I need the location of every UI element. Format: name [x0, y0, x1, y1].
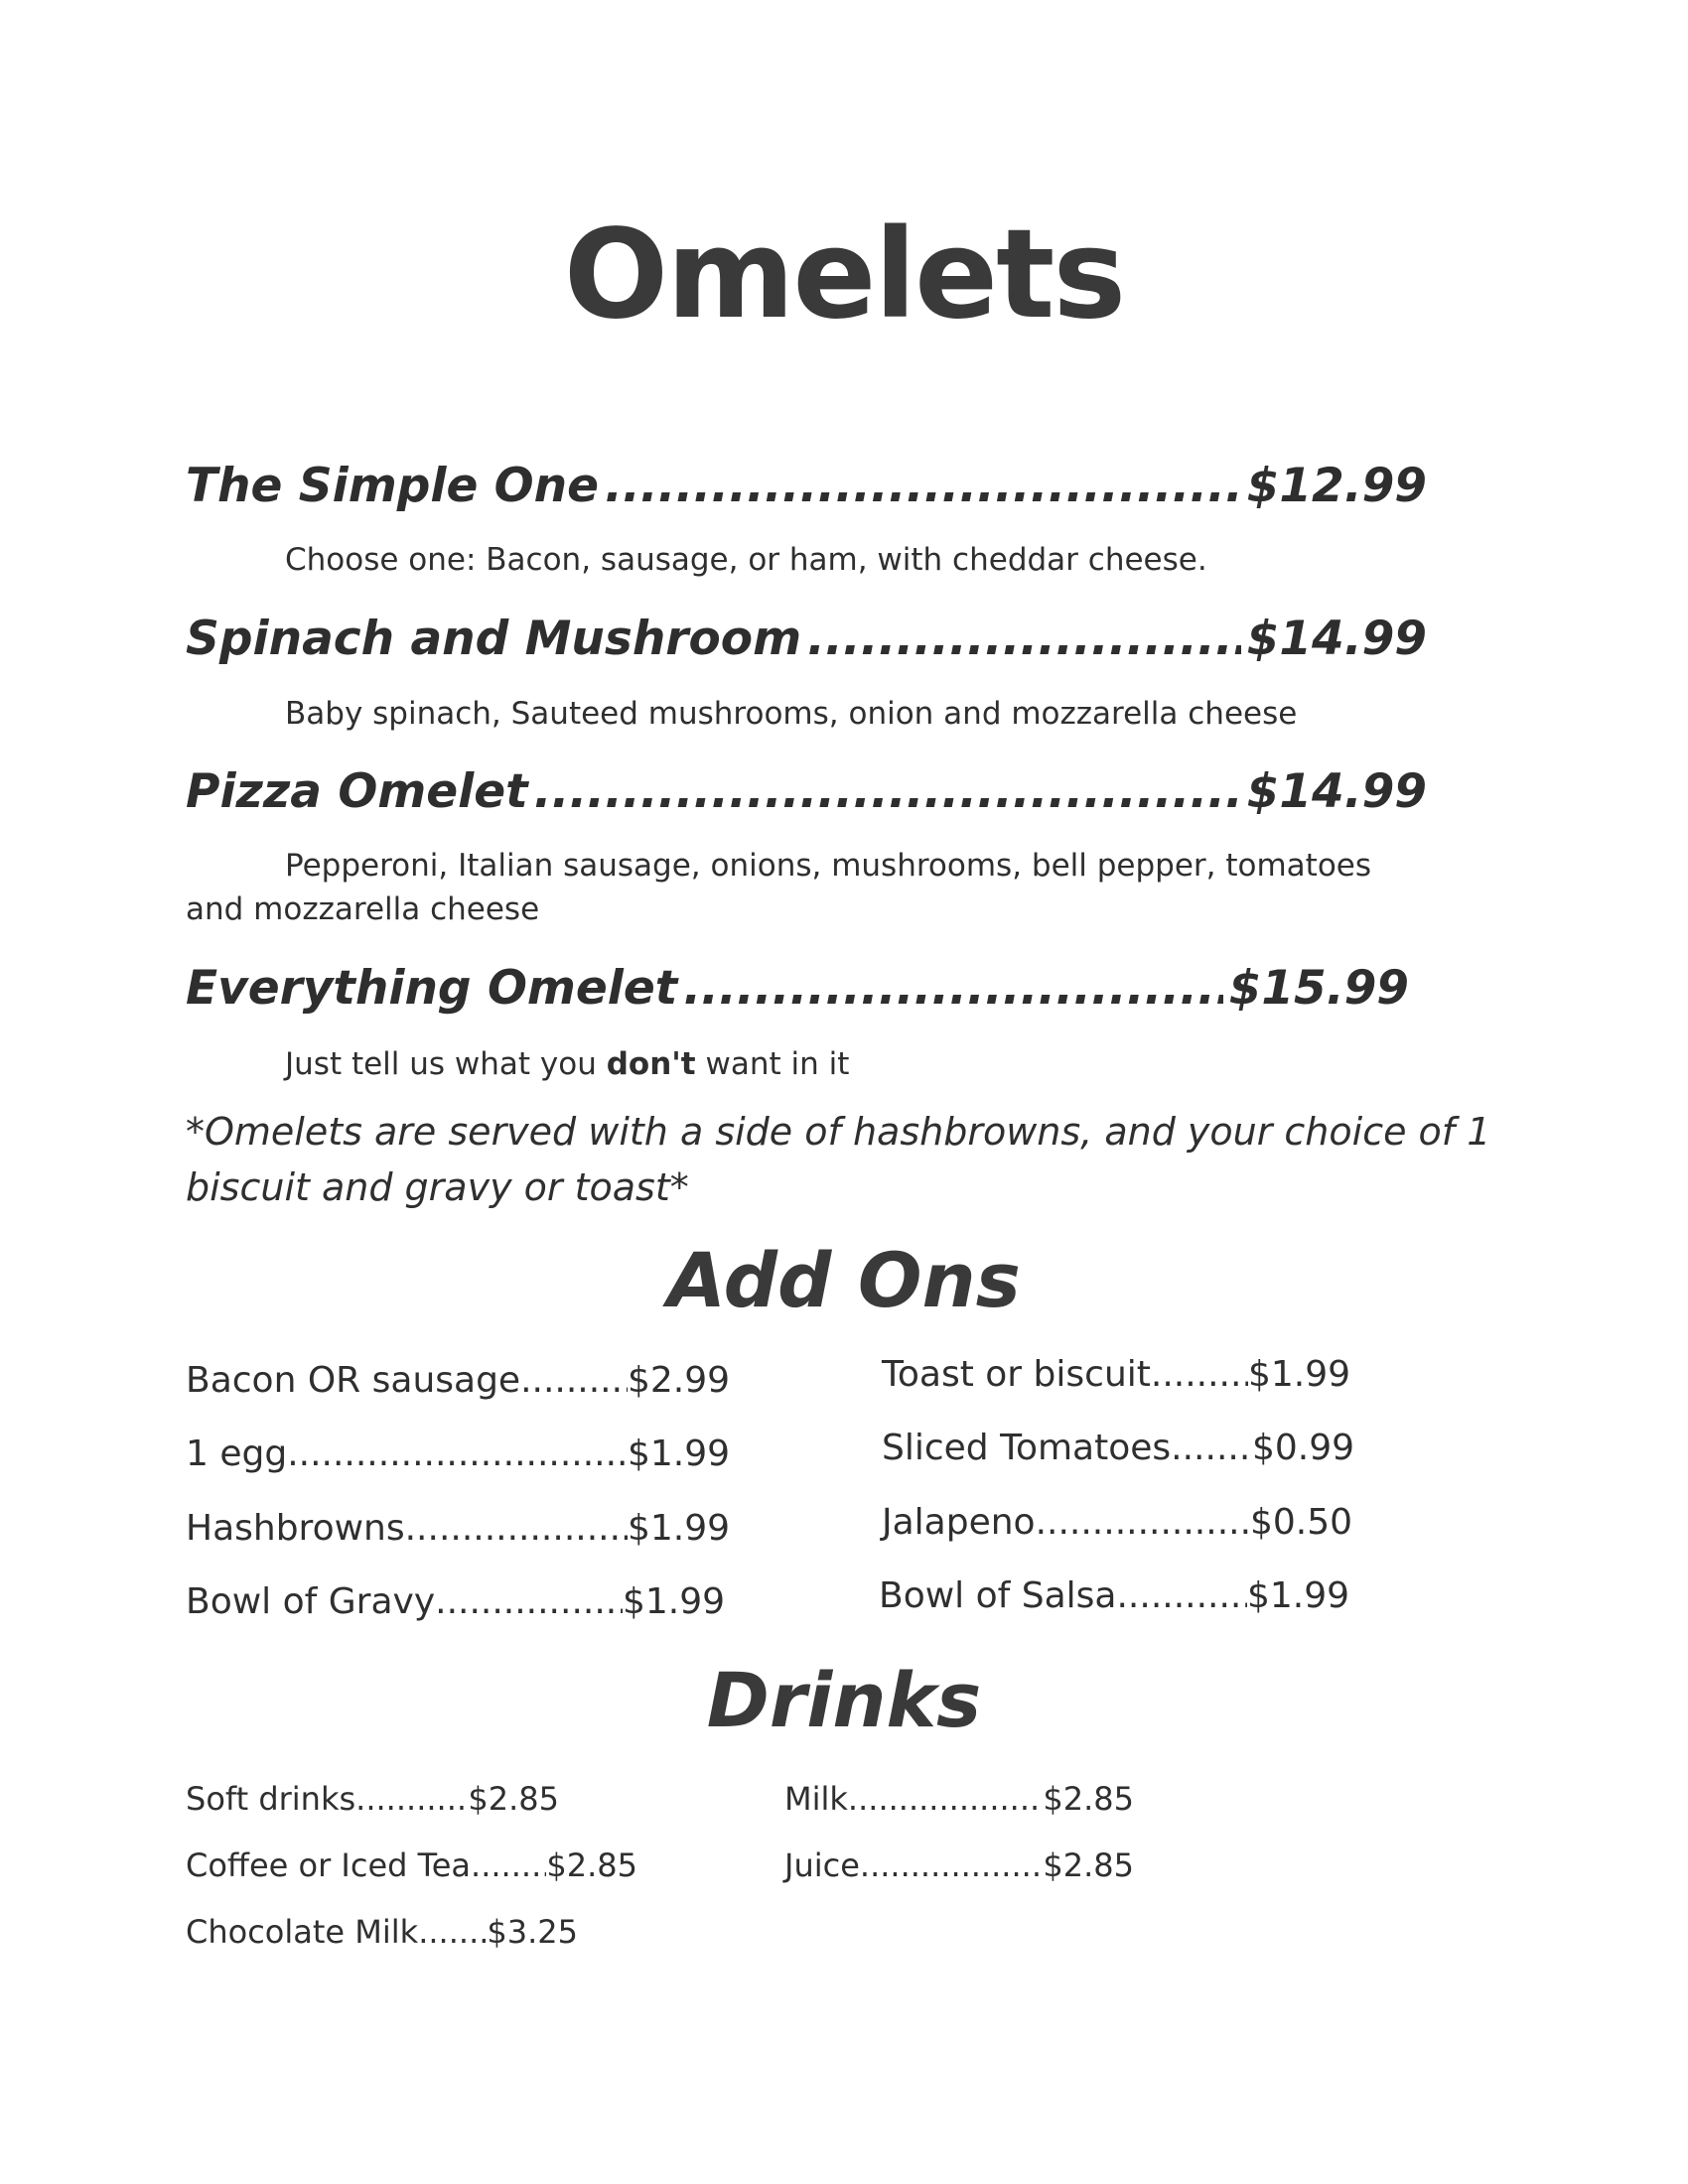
item-price: $14.99 — [1246, 764, 1427, 819]
item-description: Just tell us what you don't want in it — [285, 1046, 850, 1082]
serving-note: *Omelets are served with a side of hashbrowns, and your choice of 1 biscuit and gravy or toast* — [186, 1110, 1491, 1209]
item-description: Pepperoni, Italian sausage, onions, mushrooms, bell pepper, tomatoes and mozzarella cheese — [186, 848, 1372, 927]
drink-item: Coffee or Iced Tea ..... $2.85 — [186, 1846, 637, 1884]
drink-item: Soft drinks ..... $2.85 — [186, 1780, 559, 1818]
item-name: Pizza Omelet — [186, 764, 528, 819]
dot-leader — [860, 1846, 1044, 1884]
item-price: $12.99 — [1246, 459, 1427, 513]
page-title: Omelets — [563, 204, 1125, 346]
dot-leader — [1116, 1575, 1246, 1616]
item-name: The Simple One — [186, 459, 599, 513]
addon-item: 1 egg ..... $1.99 — [186, 1433, 730, 1474]
dot-leader — [683, 961, 1222, 1016]
addon-item: Hashbrowns ..... $1.99 — [186, 1508, 730, 1549]
item-price: $14.99 — [1246, 612, 1427, 666]
dot-leader — [355, 1780, 468, 1818]
dot-leader — [418, 1913, 487, 1951]
addon-item: Bacon OR sausage ..... $2.99 — [186, 1360, 730, 1401]
addon-item: Bowl of Gravy ..... $1.99 — [186, 1581, 725, 1622]
dot-leader — [1171, 1428, 1252, 1468]
dot-leader — [1151, 1354, 1248, 1395]
dot-leader — [807, 612, 1241, 666]
dot-leader — [1036, 1502, 1250, 1543]
addon-item: Toast or biscuit ..... $1.99 — [882, 1354, 1350, 1395]
dot-leader — [471, 1846, 546, 1884]
menu-item-pizza-omelet — [186, 764, 1427, 819]
drink-item: Milk ..... $2.85 — [784, 1780, 1134, 1818]
item-description: Choose one: Bacon, sausage, or ham, with cheddar cheese. — [285, 542, 1207, 578]
menu-item-spinach-mushroom — [186, 612, 1427, 666]
addon-item: Sliced Tomatoes ..... $0.99 — [882, 1428, 1354, 1468]
menu-item-everything-omelet — [186, 961, 1409, 1016]
dot-leader — [534, 764, 1241, 819]
dot-leader — [848, 1780, 1043, 1818]
addon-item: Jalapeno ..... $0.50 — [882, 1502, 1352, 1543]
dot-leader — [287, 1433, 628, 1474]
section-title-drinks: Drinks — [706, 1656, 982, 1744]
section-title-add-ons: Add Ons — [667, 1236, 1021, 1324]
dot-leader — [435, 1581, 623, 1622]
menu-item-simple-one — [186, 459, 1427, 513]
dot-leader — [520, 1360, 628, 1401]
drink-item: Chocolate Milk ..... $3.25 — [186, 1913, 578, 1951]
drink-item: Juice ..... $2.85 — [784, 1846, 1134, 1884]
emphasis: don't — [606, 1046, 696, 1082]
addon-item: Bowl of Salsa ..... $1.99 — [879, 1575, 1349, 1616]
item-price: $15.99 — [1228, 961, 1409, 1016]
dot-leader — [405, 1508, 628, 1549]
dot-leader — [605, 459, 1241, 513]
item-description: Baby spinach, Sauteed mushrooms, onion and mozzarella cheese — [285, 696, 1298, 732]
item-name: Spinach and Mushroom — [186, 612, 802, 666]
item-name: Everything Omelet — [186, 961, 678, 1016]
